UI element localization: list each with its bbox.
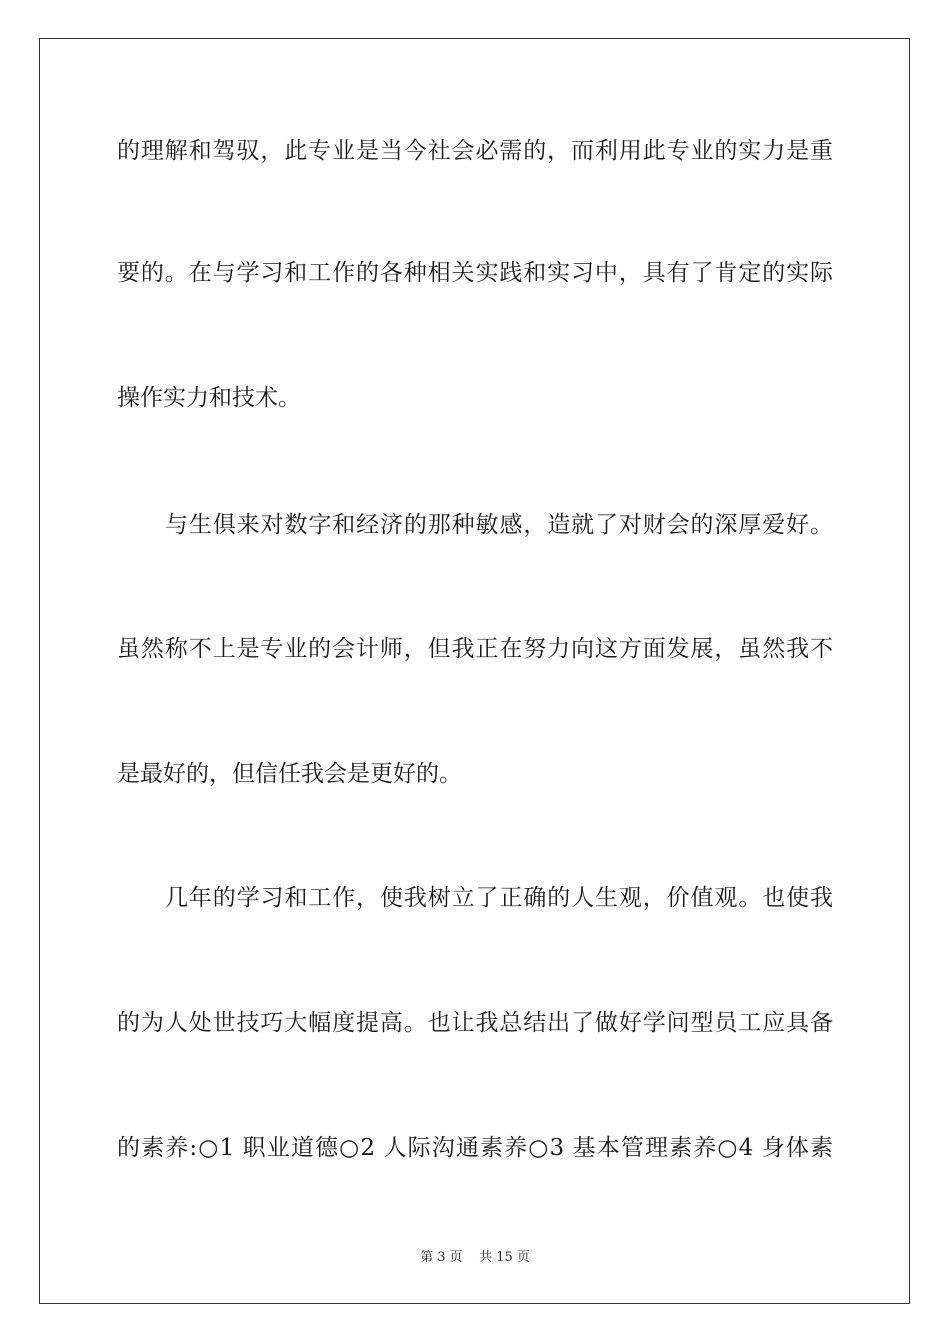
paragraph-first-line: 与生俱来对数字和经济的那种敏感，造就了对财会的深厚爱好。 [165,512,833,538]
text-line: 的素养:○1 职业道德○2 人际沟通素养○3 基本管理素养○4 身体素 [117,1135,833,1161]
page-border [39,38,910,1304]
paragraph-first-line: 几年的学习和工作，使我树立了正确的人生观，价值观。也使我 [165,885,833,911]
text-line: 的理解和驾驭，此专业是当今社会必需的，而利用此专业的实力是重 [117,138,833,164]
text-line: 的为人处世技巧大幅度提高。也让我总结出了做好学问型员工应具备 [117,1010,833,1036]
text-line: 是最好的，但信任我会是更好的。 [117,761,462,787]
text-line: 操作实力和技术。 [117,385,301,411]
text-line: 要的。在与学习和工作的各种相关实践和实习中，具有了肯定的实际 [117,260,833,286]
text-line: 虽然称不上是专业的会计师，但我正在努力向这方面发展，虽然我不 [117,636,833,662]
page-number-footer: 第 3 页 共 15 页 [420,1250,530,1265]
